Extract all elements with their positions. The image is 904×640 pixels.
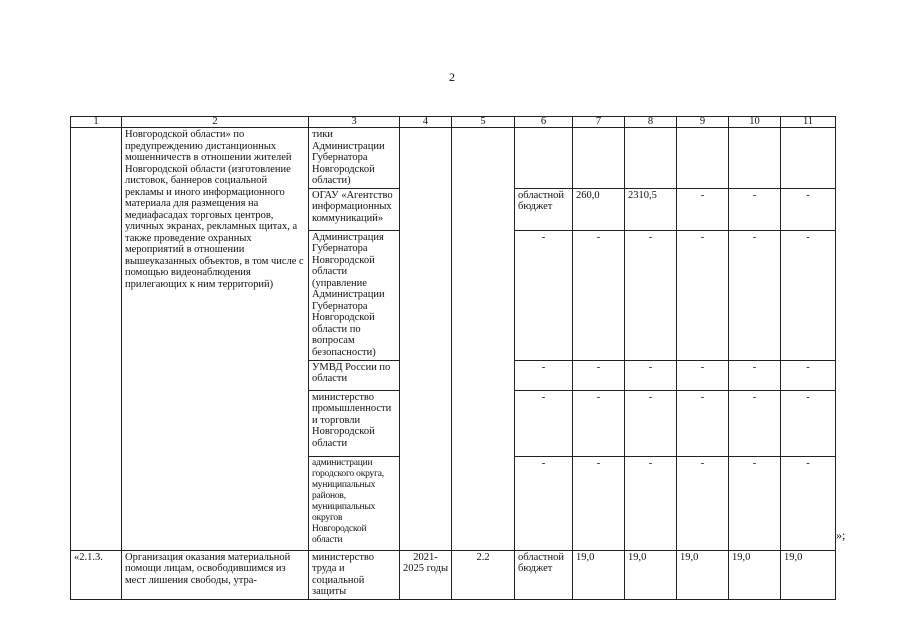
value-cell — [677, 128, 729, 189]
table-row — [71, 550, 836, 599]
value-cell — [573, 128, 625, 189]
funding-source-cell: - — [515, 456, 573, 550]
executor-cell: тики Администрации Губернатора Новгородской области) — [309, 128, 400, 189]
item-number-cell: «2.1.3. — [71, 550, 122, 599]
executor-cell: ОГАУ «Агентство информационных коммуникаций» — [309, 188, 400, 230]
column-number-row — [71, 117, 836, 128]
funding-source-cell: - — [515, 390, 573, 456]
indicator-cell: 2.2 — [452, 550, 515, 599]
value-cell: - — [677, 360, 729, 390]
value-cell: 19,0 — [781, 550, 836, 599]
period-cell: 2021-2025 годы — [400, 550, 452, 599]
value-cell: - — [729, 188, 781, 230]
column-number: 11 — [781, 117, 836, 128]
item-description-cell: Новгородской области» по предупреждению дистанционных мошенничеств в отношении жителей Новгородской области (изготовление листовок, баннеров социальной рекламы и иного информационного материала для размещения на медиафасадах торговых центров, уличных экранах, рекламных щитах, а также проведение охранных мероприятий в отношении вышеуказанных объектов, в том числе с помощью видеонаблюдения прилегающих к ним территорий) — [122, 128, 309, 551]
column-number: 3 — [309, 117, 400, 128]
column-number: 9 — [677, 117, 729, 128]
item-description-cell: Организация оказания материальной помощи лицам, освободившимся из мест лишения свободы, утра- — [122, 550, 309, 599]
table-row — [71, 128, 836, 189]
column-number: 4 — [400, 117, 452, 128]
value-cell: - — [781, 188, 836, 230]
column-number: 6 — [515, 117, 573, 128]
item-number-cell — [71, 128, 122, 551]
funding-source-cell: областной бюджет — [515, 188, 573, 230]
executor-cell: министерство промышленности и торговли Новгородской области — [309, 390, 400, 456]
value-cell — [625, 128, 677, 189]
funding-source-cell — [515, 128, 573, 189]
value-cell: 260,0 — [573, 188, 625, 230]
indicator-cell — [452, 128, 515, 551]
value-cell: - — [781, 456, 836, 550]
value-cell: - — [625, 390, 677, 456]
value-cell: 2310,5 — [625, 188, 677, 230]
value-cell: 19,0 — [677, 550, 729, 599]
value-cell: - — [677, 456, 729, 550]
value-cell: - — [677, 188, 729, 230]
value-cell — [781, 128, 836, 189]
value-cell: - — [729, 390, 781, 456]
value-cell: - — [625, 456, 677, 550]
value-cell: 19,0 — [625, 550, 677, 599]
value-cell: - — [573, 390, 625, 456]
value-cell: - — [677, 230, 729, 360]
value-cell: - — [781, 360, 836, 390]
value-cell: - — [729, 360, 781, 390]
executor-cell: министерство труда и социальной защиты — [309, 550, 400, 599]
funding-source-cell: - — [515, 360, 573, 390]
value-cell: - — [781, 390, 836, 456]
funding-source-cell: - — [515, 230, 573, 360]
column-number: 7 — [573, 117, 625, 128]
value-cell: - — [729, 456, 781, 550]
value-cell: - — [625, 230, 677, 360]
column-number: 2 — [122, 117, 309, 128]
column-number: 5 — [452, 117, 515, 128]
executor-cell: Администрация Губернатора Новгородской области (управление Администрации Губернатора Новгородской области по вопросам безопасности) — [309, 230, 400, 360]
page-number: 2 — [449, 70, 455, 84]
closing-quote-mark: »; — [836, 528, 846, 542]
column-number: 1 — [71, 117, 122, 128]
value-cell — [729, 128, 781, 189]
value-cell: 19,0 — [729, 550, 781, 599]
funding-source-cell: областной бюджет — [515, 550, 573, 599]
value-cell: - — [677, 390, 729, 456]
value-cell: - — [573, 360, 625, 390]
executor-cell: УМВД России по области — [309, 360, 400, 390]
column-number: 10 — [729, 117, 781, 128]
value-cell: - — [729, 230, 781, 360]
executor-cell: администрации городского округа, муниципальных районов, муниципальных округов Новгородской области — [309, 456, 400, 550]
program-table — [70, 116, 836, 600]
column-number: 8 — [625, 117, 677, 128]
period-cell — [400, 128, 452, 551]
value-cell: - — [573, 230, 625, 360]
value-cell: - — [573, 456, 625, 550]
value-cell: 19,0 — [573, 550, 625, 599]
value-cell: - — [625, 360, 677, 390]
value-cell: - — [781, 230, 836, 360]
